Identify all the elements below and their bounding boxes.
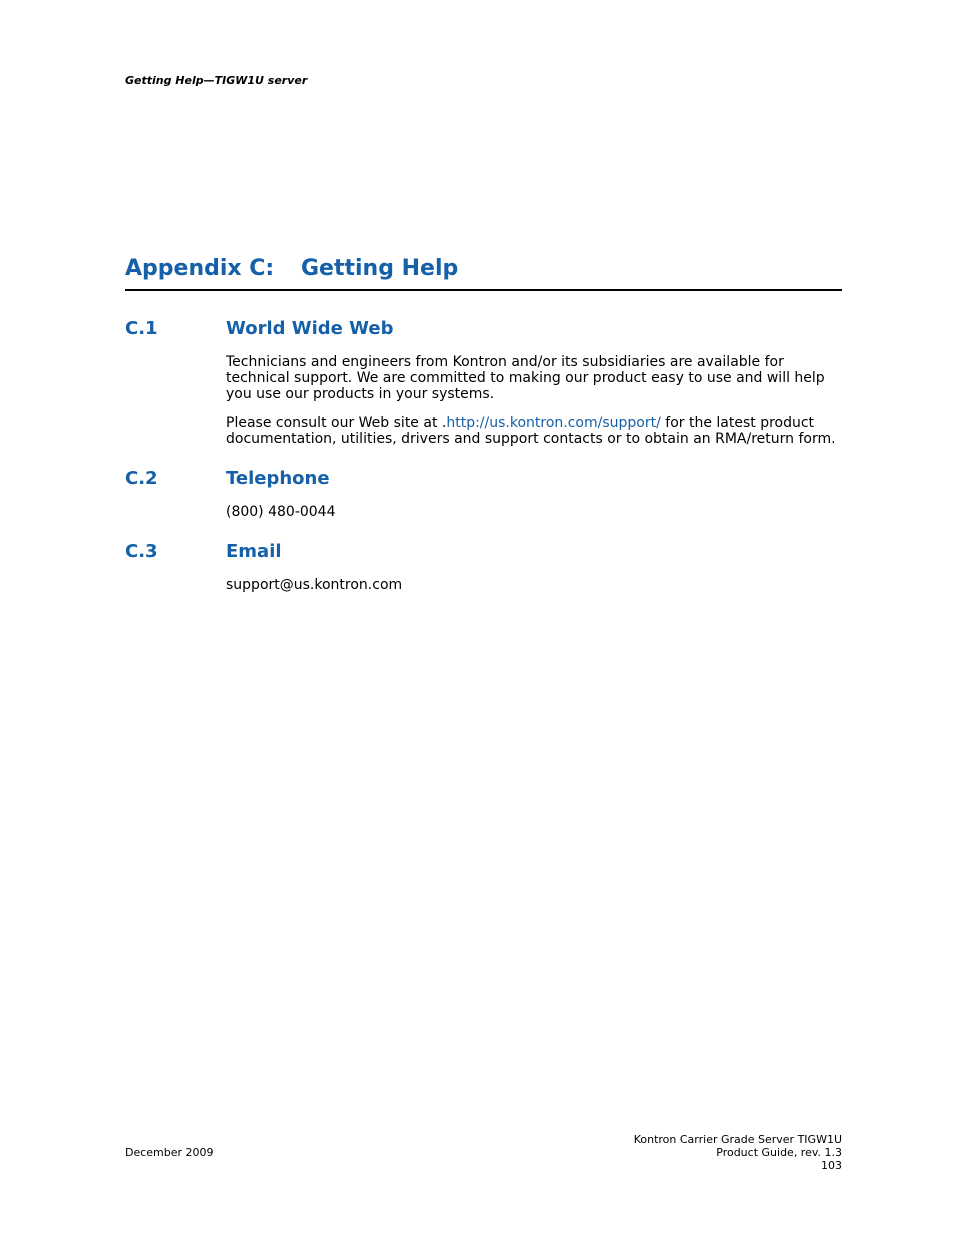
section-title: Email (226, 541, 282, 562)
paragraph-support-intro: Technicians and engineers from Kontron and/or its subsidiaries are available for technical support. We are committed to making our product easy to use and will help you use our products in your systems. (226, 354, 825, 402)
appendix-label: Appendix C: (125, 256, 275, 281)
title-rule (125, 289, 842, 291)
section-heading-world-wide-web (125, 318, 393, 339)
footer-product-name: Kontron Carrier Grade Server TIGW1U (633, 1133, 842, 1146)
website-text-after: for the latest product documentation, utilities, drivers and support contacts or to obtain an RMA/return form. (226, 415, 836, 447)
support-link[interactable]: http://us.kontron.com/support/ (446, 415, 661, 431)
email-address: support@us.kontron.com (226, 577, 403, 593)
footer-page-number: 103 (821, 1159, 842, 1172)
website-text-before: Please consult our Web site at . (226, 415, 447, 431)
section-number: C.3 (125, 541, 158, 562)
footer-product-info (634, 1133, 842, 1172)
appendix-title (125, 256, 842, 281)
section-heading-email (125, 541, 282, 562)
section-heading-telephone (125, 468, 330, 489)
telephone-number: (800) 480-0044 (226, 504, 336, 520)
section-title: Telephone (226, 468, 330, 489)
section-number: C.2 (125, 468, 158, 489)
section-number: C.1 (125, 318, 158, 339)
appendix-name: Getting Help (301, 256, 459, 281)
footer-date: December 2009 (125, 1146, 214, 1159)
section-title: World Wide Web (226, 318, 394, 339)
footer-guide-revision: Product Guide, rev. 1.3 (716, 1146, 842, 1159)
running-header: Getting Help—TIGW1U server (125, 74, 308, 87)
paragraph-website (226, 415, 846, 447)
